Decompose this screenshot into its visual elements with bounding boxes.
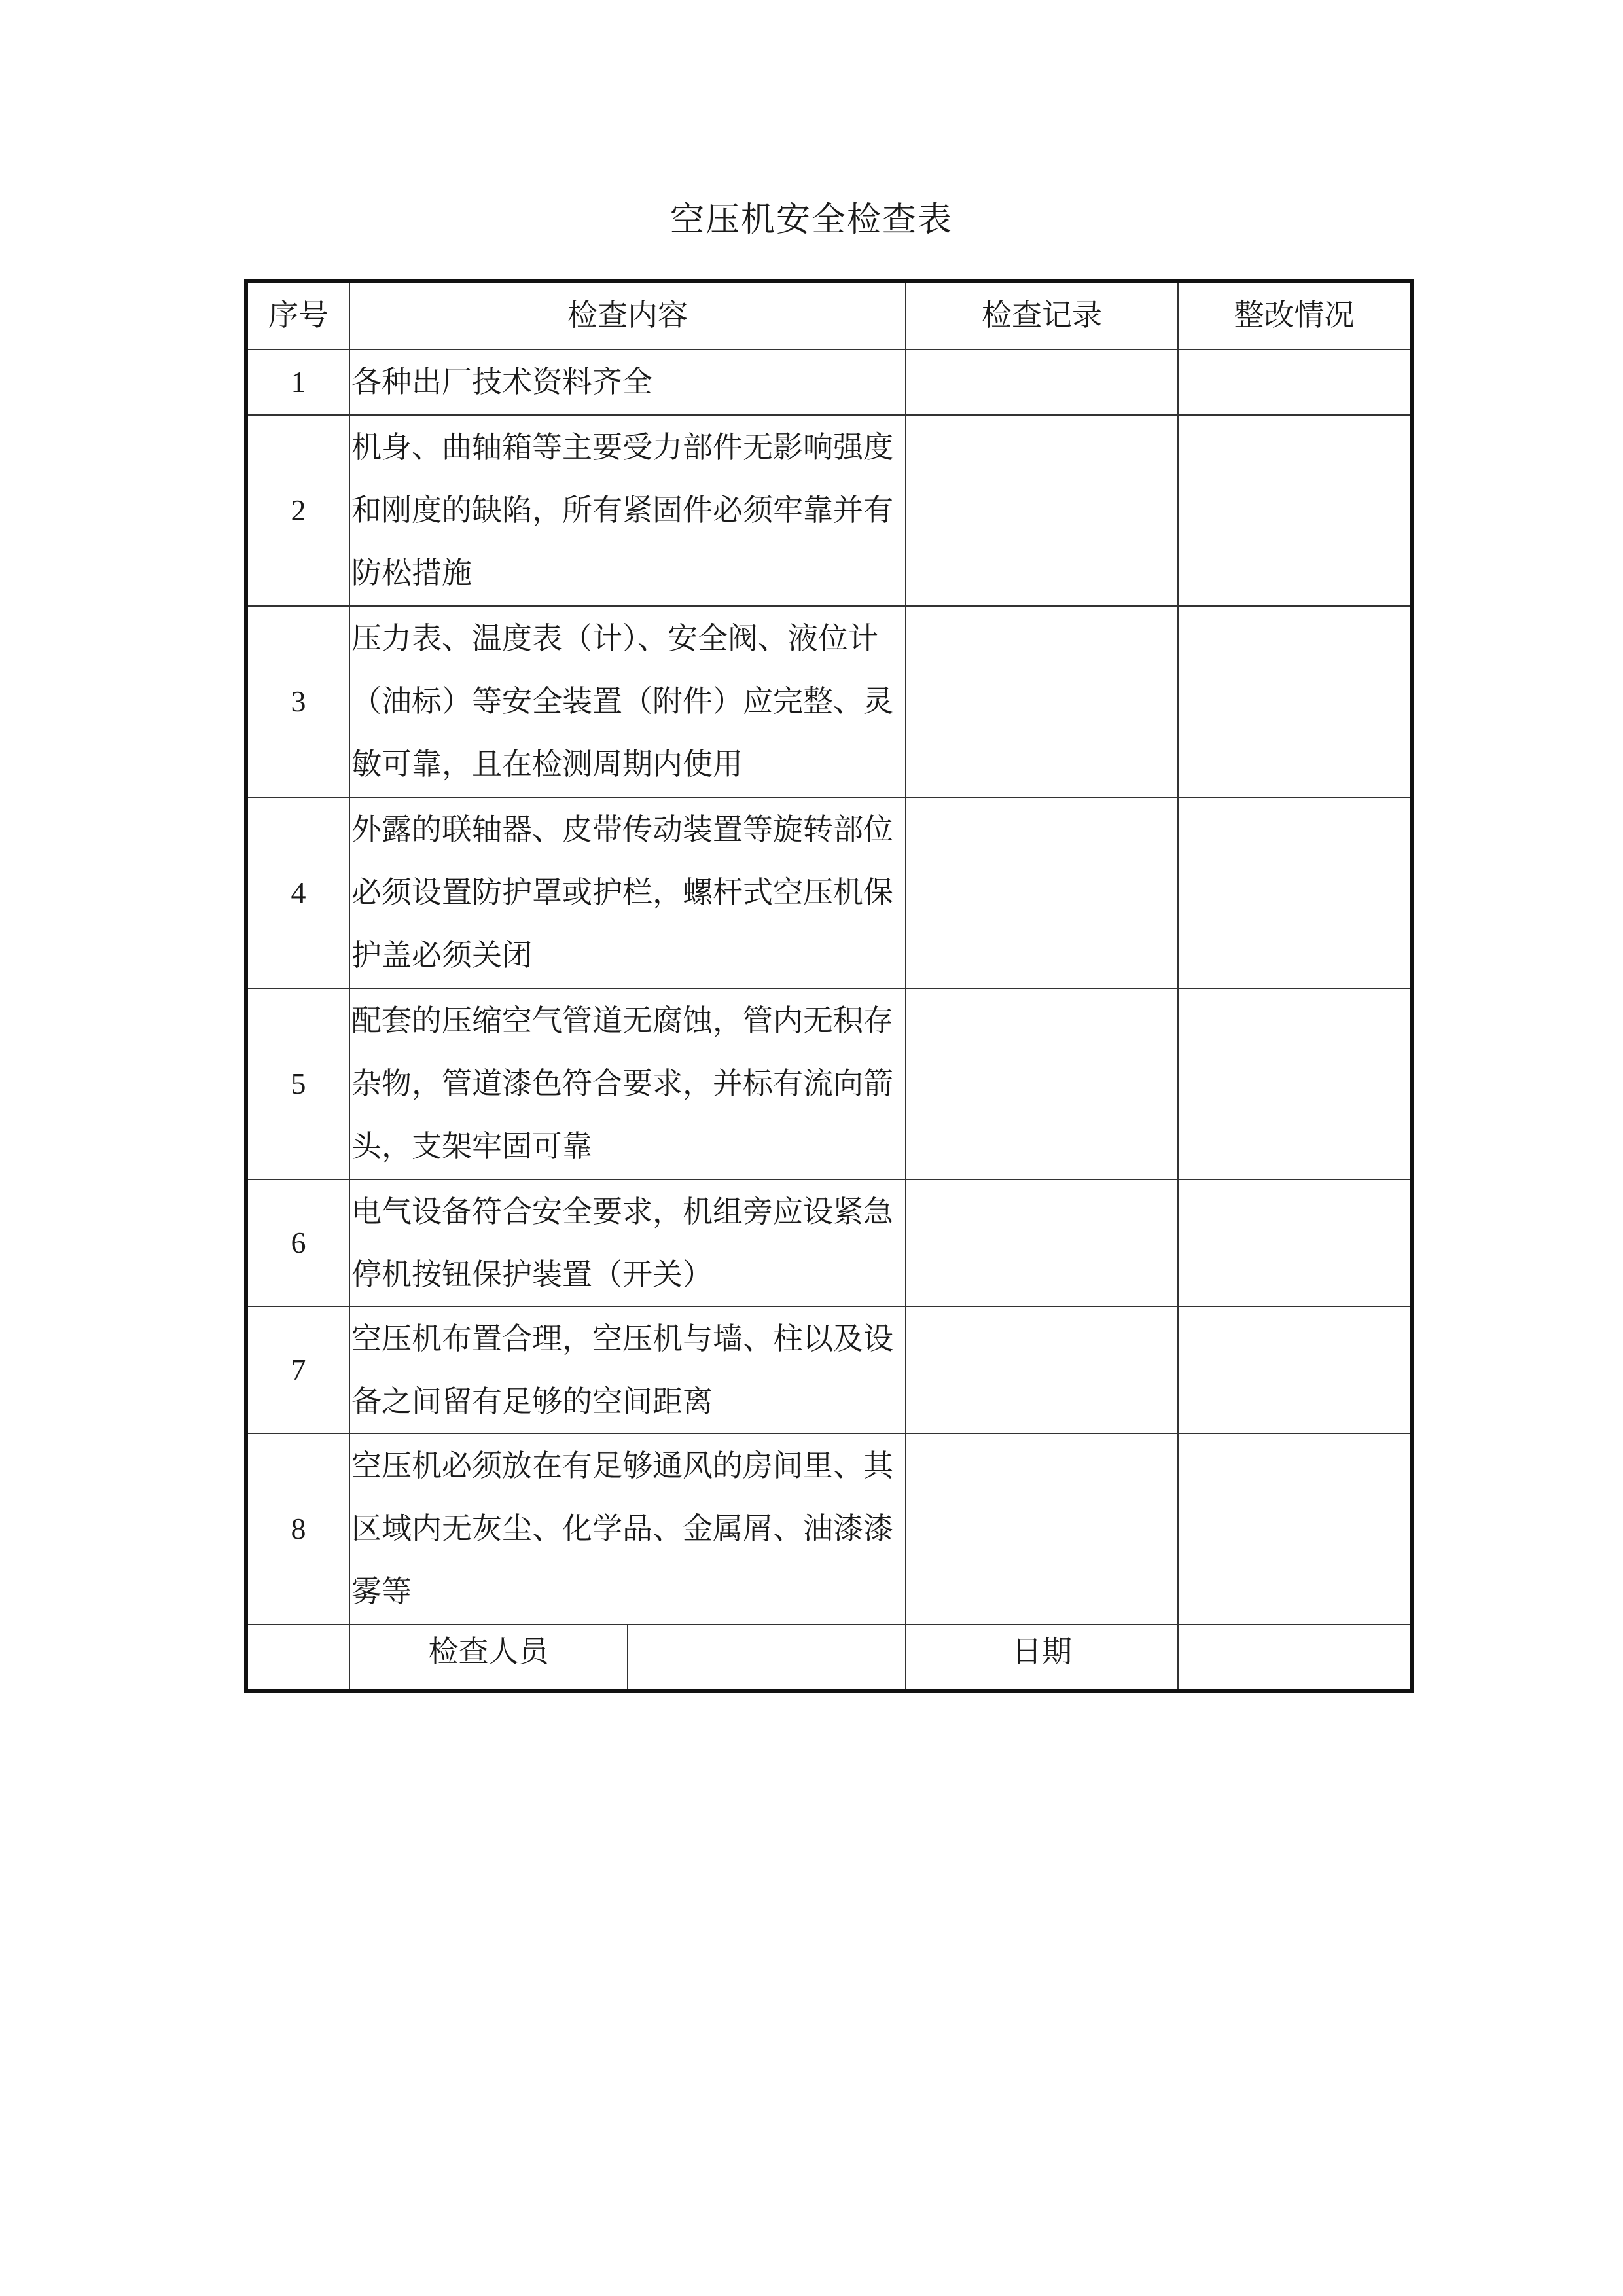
row-rectification-cell[interactable] [1178,1306,1412,1433]
header-rectification [1178,281,1412,350]
row-rectification-cell[interactable] [1178,1179,1412,1306]
date-label-cell [906,1624,1178,1691]
table-row [246,606,1412,797]
row-record-cell[interactable] [906,415,1178,606]
header-record [906,281,1178,350]
footer-blank-cell [246,1624,349,1691]
table-row [246,1179,1412,1306]
row-record-cell[interactable] [906,606,1178,797]
header-number [246,281,349,350]
row-number: 8 [246,1433,349,1624]
row-record-cell[interactable] [906,350,1178,415]
table-row [246,797,1412,988]
table-row [246,988,1412,1179]
row-rectification-cell[interactable] [1178,415,1412,606]
row-number: 5 [246,988,349,1179]
row-rectification-cell[interactable] [1178,797,1412,988]
row-number: 6 [246,1179,349,1306]
row-rectification-cell[interactable] [1178,988,1412,1179]
date-label: 日期 [1012,1634,1072,1669]
row-number: 4 [246,797,349,988]
row-record-cell[interactable] [906,1306,1178,1433]
row-content: 压力表、温度表（计）、安全阀、液位计（油标）等安全装置（附件）应完整、灵敏可靠，且在检测周期内使用 [349,606,906,797]
row-content: 机身、曲轴箱等主要受力部件无影响强度和刚度的缺陷，所有紧固件必须牢靠并有防松措施 [349,415,906,606]
row-record-cell[interactable] [906,797,1178,988]
header-record-label: 检查记录 [982,297,1102,332]
row-rectification-cell[interactable] [1178,606,1412,797]
header-rectification-label: 整改情况 [1234,297,1355,332]
row-content: 空压机布置合理，空压机与墙、柱以及设备之间留有足够的空间距离 [349,1306,906,1433]
header-number-label: 序号 [268,297,329,332]
table-footer-row [246,1624,1412,1691]
table-row [246,1306,1412,1433]
row-content: 电气设备符合安全要求，机组旁应设紧急停机按钮保护装置（开关） [349,1179,906,1306]
row-content: 空压机必须放在有足够通风的房间里、其区域内无灰尘、化学品、金属屑、油漆漆雾等 [349,1433,906,1624]
page-title: 空压机安全检查表 [669,200,953,240]
row-record-cell[interactable] [906,988,1178,1179]
safety-check-table [244,279,1414,1693]
row-content: 外露的联轴器、皮带传动装置等旋转部位必须设置防护罩或护栏，螺杆式空压机保护盖必须关闭 [349,797,906,988]
table-row [246,1433,1412,1624]
inspector-label-cell [349,1624,628,1691]
row-number: 1 [246,350,349,415]
row-rectification-cell[interactable] [1178,1433,1412,1624]
row-record-cell[interactable] [906,1433,1178,1624]
table-row [246,415,1412,606]
row-rectification-cell[interactable] [1178,350,1412,415]
row-record-cell[interactable] [906,1179,1178,1306]
row-number: 3 [246,606,349,797]
date-field[interactable] [1178,1624,1412,1691]
table-header-row [246,281,1412,350]
row-content: 配套的压缩空气管道无腐蚀，管内无积存杂物，管道漆色符合要求，并标有流向箭头，支架牢固可靠 [349,988,906,1179]
table-row [246,350,1412,415]
row-content: 各种出厂技术资料齐全 [349,350,906,415]
row-number: 2 [246,415,349,606]
header-content-label: 检查内容 [567,297,688,332]
row-number: 7 [246,1306,349,1433]
inspector-label: 检查人员 [428,1634,549,1669]
inspector-field[interactable] [628,1624,906,1691]
header-content [349,281,906,350]
